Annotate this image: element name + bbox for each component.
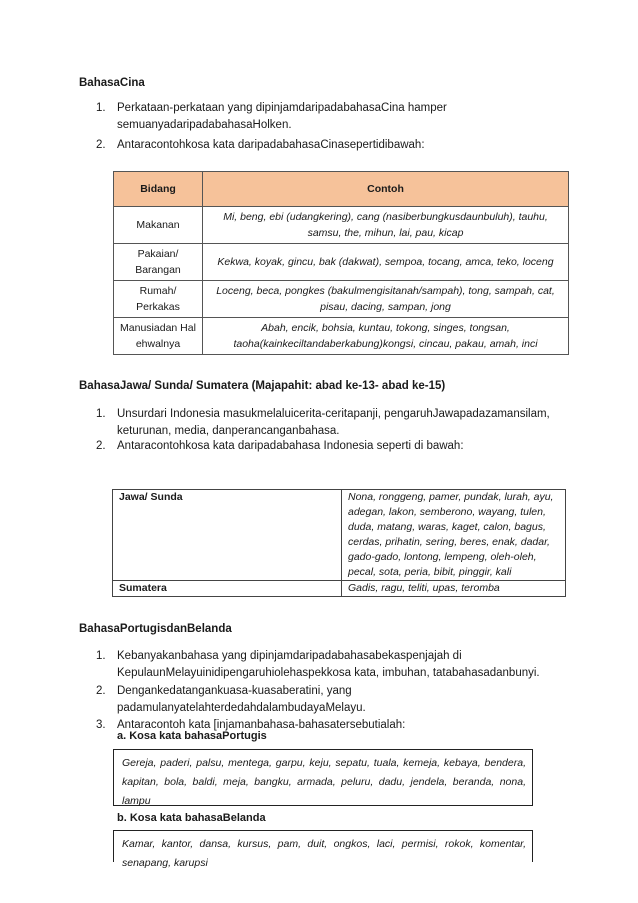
list-text: Perkataan-perkataan yang dipinjamdaripadabahasaCina hamper semuanyadaripadabahasaHolken. [117,102,447,131]
table-row [114,207,569,244]
table-row [114,318,569,355]
list-text: Antaracontohkosa kata daripadabahasa Indonesia seperti di bawah: [117,440,464,452]
list-text: Kebanyakanbahasa yang dipinjamdaripadabahasabekaspenjajah di KepulaunMelayuinidipengaruhiolehaspekkosa kata, imbuhan, tatabahasadanbunyi. [117,650,540,679]
table-row [113,490,566,581]
header-bidang: Bidang [114,172,203,207]
list-text: Unsurdari Indonesia masukmelaluicerita-ceritapanji, pengaruhJawapadazamansilam, keturunan, media, danperancanganbahasa. [117,408,550,437]
table-header-row [114,172,569,207]
examples-cell: Mi, beng, ebi (udangkering), cang (nasiberbungkusdaunbuluh), tauhu, samsu, the, mihun, lai, pau, kicap [203,207,569,244]
list-item [96,648,566,682]
header-contoh: Contoh [203,172,569,207]
dutch-words-box: Kamar, kantor, dansa, kursus, pam, duit, ongkos, laci, permisi, rokok, komentar, senapang, karupsi [113,830,533,862]
heading-bahasa-cina: BahasaCina [79,77,145,89]
portuguese-words-box: Gereja, paderi, palsu, mentega, garpu, keju, sepatu, tuala, kemeja, kebaya, bendera, kapitan, bola, baldi, meja, bangku, armada, peluru, dadu, jendela, beranda, nona, lampu [113,749,533,806]
examples-cell: Abah, encik, bohsia, kuntau, tokong, singes, tongsan, taoha(kainkeciltandaberkabung)kongsi, cincau, pakau, amah, inci [203,318,569,355]
chinese-loanwords-table [113,171,569,355]
list-text: Antaracontohkosa kata daripadabahasaCinasepertidibawah: [117,139,425,151]
list-number: 1. [96,102,106,114]
table-row [114,281,569,318]
field-cell: Makanan [114,207,203,244]
list-number: 1. [96,408,106,420]
list-number: 2. [96,139,106,151]
list-number: 3. [96,719,106,731]
list-number: 1. [96,650,106,662]
field-cell: Rumah/ Perkakas [114,281,203,318]
field-cell: Pakaian/ Barangan [114,244,203,281]
list-text: Antaracontoh kata [injamanbahasa-bahasatersebutialah: [117,719,406,731]
examples-cell: Kekwa, koyak, gincu, bak (dakwat), sempoa, tocang, amca, teko, loceng [203,244,569,281]
table-row [113,581,566,597]
subheading-belanda: b. Kosa kata bahasaBelanda [117,812,266,824]
table-row [114,244,569,281]
subheading-portugis: a. Kosa kata bahasaPortugis [117,730,267,742]
region-cell: Sumatera [113,581,342,597]
list-number: 2. [96,440,106,452]
list-item [96,683,566,717]
examples-cell: Nona, ronggeng, pamer, pundak, lurah, ayu, adegan, lakon, semberono, wayang, tulen, duda, matang, waras, kaget, calon, bagus, cerdas, prihatin, sering, beres, enak, dadar, gado-gado, lontong, lempeng, oleh-oleh, pecal, sota, peria, bibit, pinggir, kali [342,490,566,581]
heading-bahasa-portugis-belanda: BahasaPortugisdanBelanda [79,623,232,635]
list-item [96,406,566,440]
field-cell: Manusiadan Hal ehwalnya [114,318,203,355]
list-item [96,100,566,134]
examples-cell: Gadis, ragu, teliti, upas, teromba [342,581,566,597]
heading-bahasa-jawa: BahasaJawa/ Sunda/ Sumatera (Majapahit: abad ke-13- abad ke-15) [79,380,446,392]
indonesian-loanwords-table [112,489,566,597]
examples-cell: Loceng, beca, pongkes (bakulmengisitanah/sampah), tong, sampah, cat, pisau, dacing, sampan, jong [203,281,569,318]
region-cell: Jawa/ Sunda [113,490,342,581]
list-number: 2. [96,685,106,697]
list-text: Dengankedatangankuasa-kuasaberatini, yang padamulanyatelahterdedahdalambudayaMelayu. [117,685,366,714]
